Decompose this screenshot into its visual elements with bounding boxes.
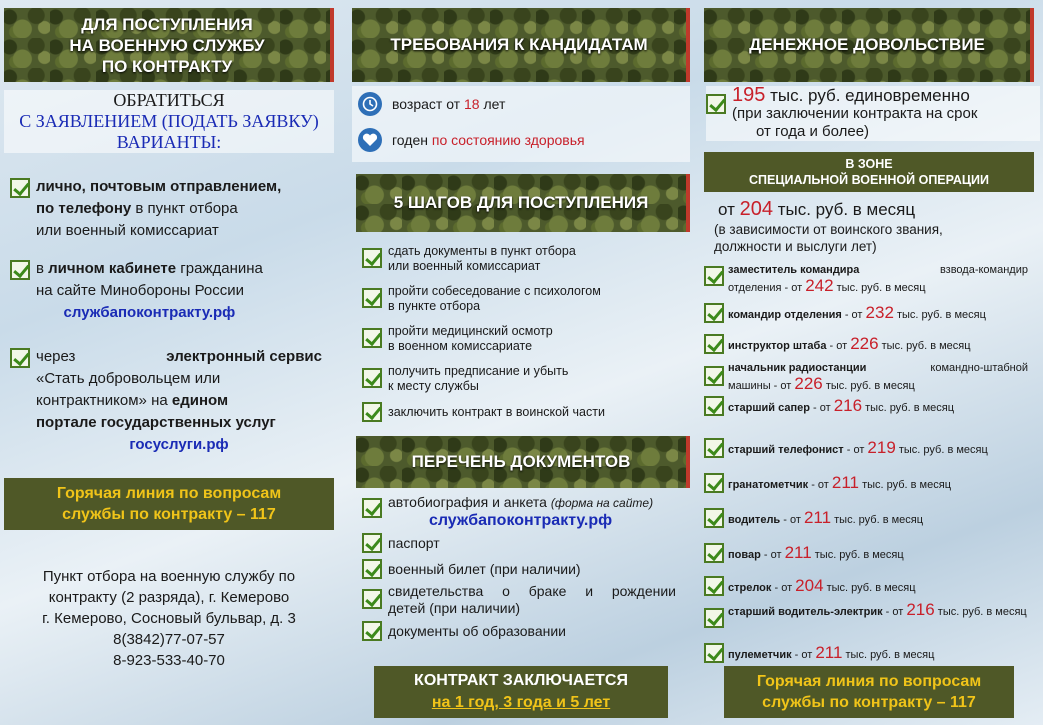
option-personal-account [10,258,328,324]
header-requirements [352,8,690,82]
checkbox-icon [362,328,382,348]
header-pay [704,8,1034,82]
doc-label: военный билет (при наличии) [388,560,581,577]
role-rest: - от [809,402,834,414]
lump-sum [706,86,1040,141]
checkbox-icon [362,402,382,422]
role-rest: - от [771,582,796,594]
contract-terms-banner [374,666,668,718]
step-line: сдать документы в пункт отбора [388,244,576,258]
option-bold: портале государственных услуг [36,414,276,431]
hotline-banner [724,666,1014,718]
role-name: пулеметчик [728,649,792,661]
step-item [362,360,690,394]
monthly-pay [714,198,1036,255]
apply-line: ОБРАТИТЬСЯ [113,90,225,110]
header-text: ДЕНЕЖНОЕ ДОВОЛЬСТВИЕ [749,35,985,54]
role-rest: - от [760,549,785,561]
role-item [704,602,1040,638]
header-text: ПЕРЕЧЕНЬ ДОКУМЕНТОВ [411,452,631,471]
role-name: стрелок [728,582,772,594]
role-item [704,430,1040,466]
role-item [704,298,1040,328]
contract-title: КОНТРАКТ ЗАКЛЮЧАЕТСЯ [414,672,628,689]
role-item [704,570,1040,602]
lump-note: от года и более) [756,123,870,140]
role-line [728,334,971,354]
header-line: ДЛЯ ПОСТУПЛЕНИЯ [81,14,253,34]
steps-list [362,240,690,422]
checkbox-icon [362,533,382,553]
role-item [704,500,1040,536]
checkbox-icon [10,260,30,280]
column-application [0,0,340,725]
role-name: заместитель командира [728,264,860,276]
doc-note: (форма на сайте) [550,496,654,510]
role-value: 211 [831,473,860,492]
step-text [388,320,553,354]
role-item [704,328,1040,360]
apply-line: С ЗАЯВЛЕНИЕМ (ПОДАТЬ ЗАЯВКУ) [19,111,319,131]
role-line [728,543,904,563]
monthly-note: (в зависимости от воинского звания, [714,222,943,237]
doc-item [362,533,692,553]
role-name: старший водитель-электрик [728,606,883,618]
step-text [388,280,601,314]
monthly-unit: тыс. руб. в месяц [772,200,916,219]
checkbox-icon [704,608,724,628]
role-item [704,536,1040,570]
role-rest: - от [808,479,832,491]
role-value: 216 [833,396,863,415]
role-name: командир отделения [728,309,842,321]
role-item [704,262,1040,298]
link-gosuslugi[interactable]: госуслуги.рф [129,436,229,453]
role-name: старший сапер [728,402,810,414]
role-line [728,473,951,493]
role-unit: тыс. руб. в месяц [862,402,955,414]
link-mil-contract[interactable]: службапоконтракту.рф [428,512,613,529]
header-steps [356,174,690,232]
role-value: 226 [794,374,823,393]
column-pay [700,0,1043,725]
header-documents [356,436,690,488]
option-text [36,346,322,456]
checkbox-icon [704,576,724,596]
heart-icon [358,128,382,152]
zone-banner [704,152,1034,192]
step-line: в военном комиссариате [388,339,533,353]
checkbox-icon [10,178,30,198]
monthly-line [714,198,1036,221]
step-item [362,240,690,274]
apply-line: ВАРИАНТЫ: [116,132,222,152]
monthly-from: от [718,200,740,219]
role-text [728,360,1028,394]
hotline-line: Горячая линия по вопросам [56,485,282,502]
lump-sum-value: 195 [732,84,766,106]
header-line: ПО КОНТРАКТУ [101,56,233,76]
role-rest: командно-штабной [930,362,1028,374]
doc-line: свидетельства о браке и рождении [388,583,676,599]
req-age-value: 18 [463,96,480,112]
header-text: ТРЕБОВАНИЯ К КАНДИДАТАМ [390,35,648,54]
role-unit: тыс. руб. в месяц [811,549,904,561]
option-line [36,390,322,412]
step-text [388,360,568,394]
role-line [728,278,1028,296]
step-line: получить предписание и убыть [388,364,569,378]
lump-sum-text [732,86,977,141]
doc-label: паспорт [388,534,440,551]
option-bold: лично, почтовым отправлением, [36,178,282,195]
req-age [358,92,505,116]
option-bold: электронный сервис [166,348,322,365]
role-line [728,303,986,323]
checkbox-icon [704,643,724,663]
req-text [392,96,505,112]
checkbox-icon [362,621,382,641]
role-unit: тыс. руб. в месяц [822,380,915,392]
step-line: пройти собеседование с психологом [388,284,601,298]
address-line: Пункт отбора на военную службу по [42,568,296,585]
lump-line [732,86,977,105]
option-gosuslugi [10,346,328,456]
monthly-value: 204 [739,198,773,220]
role-value: 226 [850,334,879,353]
role-value: 204 [795,576,824,595]
role-value: 211 [815,643,843,662]
step-line: заключить контракт в воинской части [388,405,605,419]
role-unit: тыс. руб. в месяц [842,649,935,661]
step-item [362,280,690,314]
checkbox-icon [704,438,724,458]
lump-note: (при заключении контракта на срок [732,105,978,122]
option-text [36,176,281,242]
roles-list [704,262,1040,668]
role-rest: - от [843,444,868,456]
role-unit: тыс. руб. в месяц [893,309,986,321]
option-line [36,346,322,368]
doc-line: детей (при наличии) [388,600,521,616]
hotline-line: службы по контракту – 117 [62,506,276,523]
checkbox-icon [706,94,726,114]
doc-label: документы об образовании [388,622,566,639]
role-unit: тыс. руб. в месяц [934,606,1027,618]
role-name: водитель [728,514,781,526]
role-value: 211 [803,508,832,527]
role-rest: отделения - от [728,282,806,294]
role-name: старший телефонист [728,444,844,456]
req-age-unit: лет [479,96,506,112]
role-rest: машины - от [728,380,795,392]
role-unit: тыс. руб. в месяц [831,514,924,526]
option-line: на сайте Минобороны России [36,282,245,299]
doc-text [388,494,653,529]
address-line: контракту (2 разряда), г. Кемерово [48,589,290,606]
step-item [362,400,690,422]
option-line [36,198,281,220]
option-text-part: в пункт отбора [131,200,238,217]
req-health-label: годен [392,132,432,148]
role-name: инструктор штаба [728,340,827,352]
req-age-label: возраст от [392,96,464,112]
role-rest: - от [826,340,851,352]
role-rest: - от [780,514,804,526]
option-bold: личном кабинете [48,260,177,277]
role-line [728,396,954,416]
hotline-line: Горячая линия по вопросам [756,673,982,690]
checkbox-icon [362,559,382,579]
checkbox-icon [704,303,724,323]
checkbox-icon [704,266,724,286]
header-line: НА ВОЕННУЮ СЛУЖБУ [69,35,265,55]
checkbox-icon [704,543,724,563]
role-line [728,508,923,528]
role-item [704,638,1040,668]
role-value: 242 [805,276,834,295]
option-text-part: гражданина [176,260,263,277]
checkbox-icon [362,498,382,518]
checkbox-icon [362,288,382,308]
role-line [728,376,1028,394]
role-unit: тыс. руб. в месяц [833,282,926,294]
step-item [362,320,690,354]
link-mil-contract[interactable]: службапоконтракту.рф [63,304,236,321]
role-text [728,602,1028,620]
phone-number: 8(3842)77-07-57 [113,631,225,648]
option-text [36,258,263,324]
checkbox-icon [704,508,724,528]
documents-list [362,494,692,641]
option-bold: едином [171,392,229,409]
role-line [728,262,1028,278]
checkbox-icon [704,366,724,386]
role-rest: - от [882,606,907,618]
checkbox-icon [362,589,382,609]
doc-label: автобиография и анкета [388,494,551,510]
role-unit: тыс. руб. в месяц [859,479,951,491]
hotline-line: службы по контракту – 117 [762,694,976,711]
address-line: г. Кемерово, Сосновый бульвар, д. 3 [42,610,296,627]
doc-item [362,494,692,529]
requirements-box [352,86,690,162]
role-line [728,576,916,596]
monthly-note: должности и выслуги лет) [714,239,877,254]
role-text [728,262,1028,296]
doc-text [388,583,676,617]
role-line [728,438,988,458]
role-name: начальник радиостанции [728,362,867,374]
apply-title [4,90,334,153]
checkbox-icon [10,348,30,368]
option-text-part: контрактником» на [36,392,172,409]
zone-line: СПЕЦИАЛЬНОЙ ВОЕННОЙ ОПЕРАЦИИ [748,173,990,187]
role-rest: - от [791,649,816,661]
recruitment-address [4,566,334,671]
req-health-value: по состоянию здоровья [431,132,585,148]
lump-sum-label: тыс. руб. единовременно [765,86,970,105]
option-text-part: через [36,348,76,365]
role-name: гранатометчик [728,479,809,491]
clock-icon [358,92,382,116]
hotline-banner [4,478,334,530]
role-name: повар [728,549,761,561]
step-text [388,240,576,274]
req-health [358,128,585,152]
req-text [392,132,585,148]
role-unit: тыс. руб. в месяц [878,340,971,352]
checkbox-icon [362,368,382,388]
role-value: 216 [906,600,935,619]
role-rest: взвода-командир [939,264,1028,276]
option-line: «Стать добровольцем или [36,370,221,387]
header-text: 5 ШАГОВ ДЛЯ ПОСТУПЛЕНИЯ [393,193,649,212]
role-value: 219 [867,438,896,457]
checkbox-icon [362,248,382,268]
checkbox-icon [704,334,724,354]
role-value: 232 [865,303,894,322]
phone-number: 8-923-533-40-70 [113,652,225,669]
step-line: к месту службы [388,379,479,393]
step-text [388,400,605,420]
zone-line: В ЗОНЕ [845,157,893,171]
doc-item [362,583,692,617]
role-item [704,396,1040,430]
step-line: или военный комиссариат [388,259,541,273]
role-line [728,602,1028,620]
role-unit: тыс. руб. в месяц [895,444,988,456]
contract-terms: на 1 год, 3 года и 5 лет [431,694,611,711]
option-line: или военный комиссариат [36,222,219,239]
doc-line [388,494,653,512]
header-enlistment [4,8,334,82]
option-line [36,258,263,280]
step-line: пройти медицинский осмотр [388,324,553,338]
step-line: в пункте отбора [388,299,481,313]
doc-item [362,559,692,579]
role-item [704,360,1040,396]
checkbox-icon [704,473,724,493]
doc-item [362,621,692,641]
role-unit: тыс. руб. в месяц [823,582,916,594]
role-line [728,643,934,663]
column-requirements [352,0,692,725]
role-line [728,360,1028,376]
option-in-person [10,176,328,242]
option-bold: по телефону [36,200,132,217]
role-item [704,466,1040,500]
option-text-part: в [36,260,49,277]
role-rest: - от [841,309,866,321]
role-value: 211 [784,543,812,562]
checkbox-icon [704,396,724,416]
